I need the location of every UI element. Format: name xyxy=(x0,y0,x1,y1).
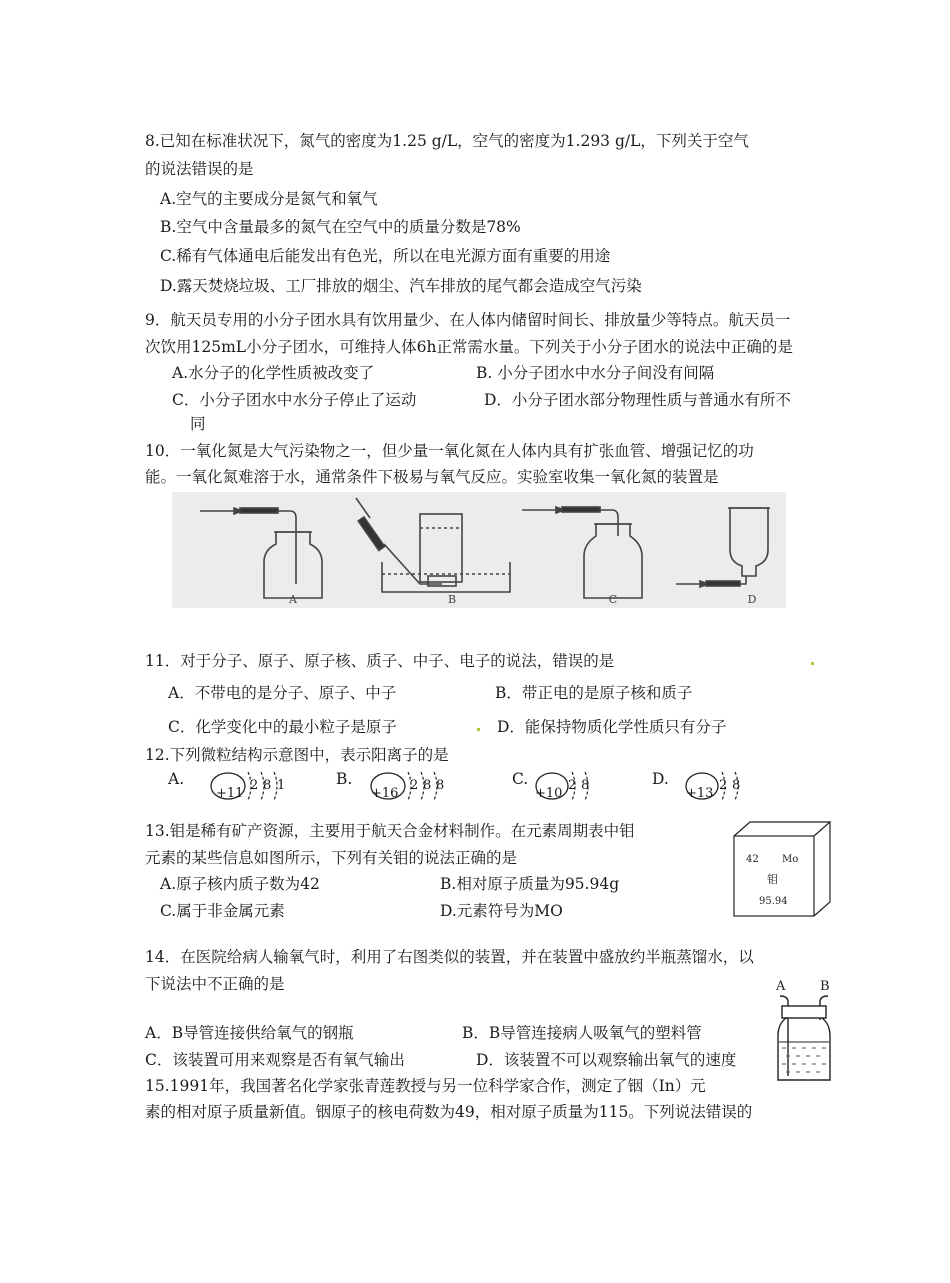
apparatus-label-b: B xyxy=(447,593,457,606)
bottle-tube-label-b: B xyxy=(820,979,830,994)
q10-stem-line1: 10．一氧化氮是大气污染物之一，但少量一氧化氮在人体内具有扩张血管、增强记忆的功 xyxy=(145,442,754,460)
element-card-molybdenum xyxy=(732,820,832,918)
q9-option-c: C．小分子团水中水分子停止了运动 xyxy=(172,391,417,409)
atom-b-shell-2: 8 xyxy=(423,778,432,793)
q8-option-b: B.空气中含量最多的氮气在空气中的质量分数是78% xyxy=(160,218,521,236)
stray-mark xyxy=(811,662,814,665)
gas-washing-bottle xyxy=(766,976,842,1084)
atom-d-shell-2: 8 xyxy=(732,778,741,793)
stray-mark xyxy=(477,728,480,731)
q13-option-c: C.属于非金属元素 xyxy=(160,902,285,920)
q9-option-d-line2: 同 xyxy=(190,415,206,433)
q9-stem-line1: 9．航天员专用的小分子团水具有饮用量少、在人体内储留时间长、排放量少等特点。航天员一 xyxy=(145,311,791,329)
gas-collection-apparatus-figure xyxy=(172,492,786,608)
element-symbol: Mo xyxy=(782,854,799,865)
q8-stem-line2: 的说法错误的是 xyxy=(145,160,254,178)
apparatus-label-a: A xyxy=(289,593,297,606)
q13-option-b: B.相对原子质量为95.94g xyxy=(440,875,620,893)
q13-stem-line1: 13.钼是稀有矿产资源，主要用于航天合金材料制作。在元素周期表中钼 xyxy=(145,822,635,840)
bottle-tube-label-a: A xyxy=(776,979,786,994)
q11-stem: 11．对于分子、原子、原子核、质子、中子、电子的说法，错误的是 xyxy=(145,652,615,670)
atom-c-shell-1: 2 xyxy=(568,778,577,793)
atom-a-shell-1: 2 xyxy=(250,778,259,793)
element-name: 钼 xyxy=(767,873,778,886)
atom-d-nucleus: +13 xyxy=(686,786,714,801)
atom-b-shell-1: 2 xyxy=(410,778,419,793)
q14-option-c: C．该装置可用来观察是否有氧气输出 xyxy=(145,1051,405,1069)
q13-stem-line2: 元素的某些信息如图所示，下列有关钼的说法正确的是 xyxy=(145,849,518,867)
q13-option-d: D.元素符号为MO xyxy=(440,902,563,920)
q12-stem: 12.下列微粒结构示意图中，表示阳离子的是 xyxy=(145,746,449,764)
element-atomic-number: 42 xyxy=(746,854,759,865)
q9-option-d-line1: D．小分子团水部分物理性质与普通水有所不 xyxy=(484,391,791,409)
atom-a-nucleus: +11 xyxy=(216,786,244,801)
q11-option-b: B．带正电的是原子核和质子 xyxy=(495,684,693,702)
atom-d-label: D. xyxy=(652,770,669,788)
q14-option-d: D．该装置不可以观察输出氧气的速度 xyxy=(476,1051,737,1069)
q9-stem-line2: 次饮用125mL小分子团水，可维持人体6h正常需水量。下列关于小分子团水的说法中正确的是 xyxy=(145,338,793,356)
atom-a-shell-3: 1 xyxy=(277,778,286,793)
apparatus-label-c: C xyxy=(608,593,618,606)
q14-option-a: A．B导管连接供给氧气的钢瓶 xyxy=(145,1024,354,1042)
q14-stem-line2: 下说法中不正确的是 xyxy=(145,975,285,993)
atom-a-shell-2: 8 xyxy=(263,778,272,793)
atom-b-shell-3: 8 xyxy=(436,778,445,793)
atom-c-shell-2: 8 xyxy=(581,778,590,793)
q13-option-a: A.原子核内质子数为42 xyxy=(160,875,320,893)
q9-option-b: B. 小分子团水中水分子间没有间隔 xyxy=(476,364,715,382)
q15-stem-line2: 素的相对原子质量新值。铟原子的核电荷数为49，相对原子质量为115。下列说法错误的 xyxy=(145,1103,753,1121)
atom-a-label: A. xyxy=(168,770,185,788)
q14-stem-line1: 14．在医院给病人输氧气时，利用了右图类似的装置，并在装置中盛放约半瓶蒸馏水，以 xyxy=(145,948,754,966)
q8-option-a: A.空气的主要成分是氮气和氧气 xyxy=(160,190,378,208)
q11-option-d: D．能保持物质化学性质只有分子 xyxy=(497,718,727,736)
atom-c-label: C. xyxy=(512,770,529,788)
element-mass: 95.94 xyxy=(759,896,788,907)
atom-c-nucleus: +10 xyxy=(535,786,563,801)
atom-b-label: B. xyxy=(336,770,353,788)
q11-option-c: C．化学变化中的最小粒子是原子 xyxy=(168,718,397,736)
q11-option-a: A．不带电的是分子、原子、中子 xyxy=(168,684,397,702)
q14-option-b: B．B导管连接病人吸氧气的塑料管 xyxy=(462,1024,702,1042)
q10-stem-line2: 能。一氧化氮难溶于水，通常条件下极易与氧气反应。实验室收集一氧化氮的装置是 xyxy=(145,468,719,486)
q9-option-a: A.水分子的化学性质被改变了 xyxy=(172,364,375,382)
apparatus-label-d: D xyxy=(747,593,757,606)
atom-d-shell-1: 2 xyxy=(719,778,728,793)
atom-b-nucleus: +16 xyxy=(371,786,399,801)
q8-option-c: C.稀有气体通电后能发出有色光，所以在电光源方面有重要的用途 xyxy=(160,247,611,265)
q8-option-d: D.露天焚烧垃圾、工厂排放的烟尘、汽车排放的尾气都会造成空气污染 xyxy=(160,277,642,295)
q8-stem-line1: 8.已知在标准状况下，氮气的密度为1.25 g/L，空气的密度为1.293 g/L，下列关于空气 xyxy=(145,132,749,150)
q15-stem-line1: 15.1991年，我国著名化学家张青莲教授与另一位科学家合作，测定了铟（In）元 xyxy=(145,1077,706,1095)
